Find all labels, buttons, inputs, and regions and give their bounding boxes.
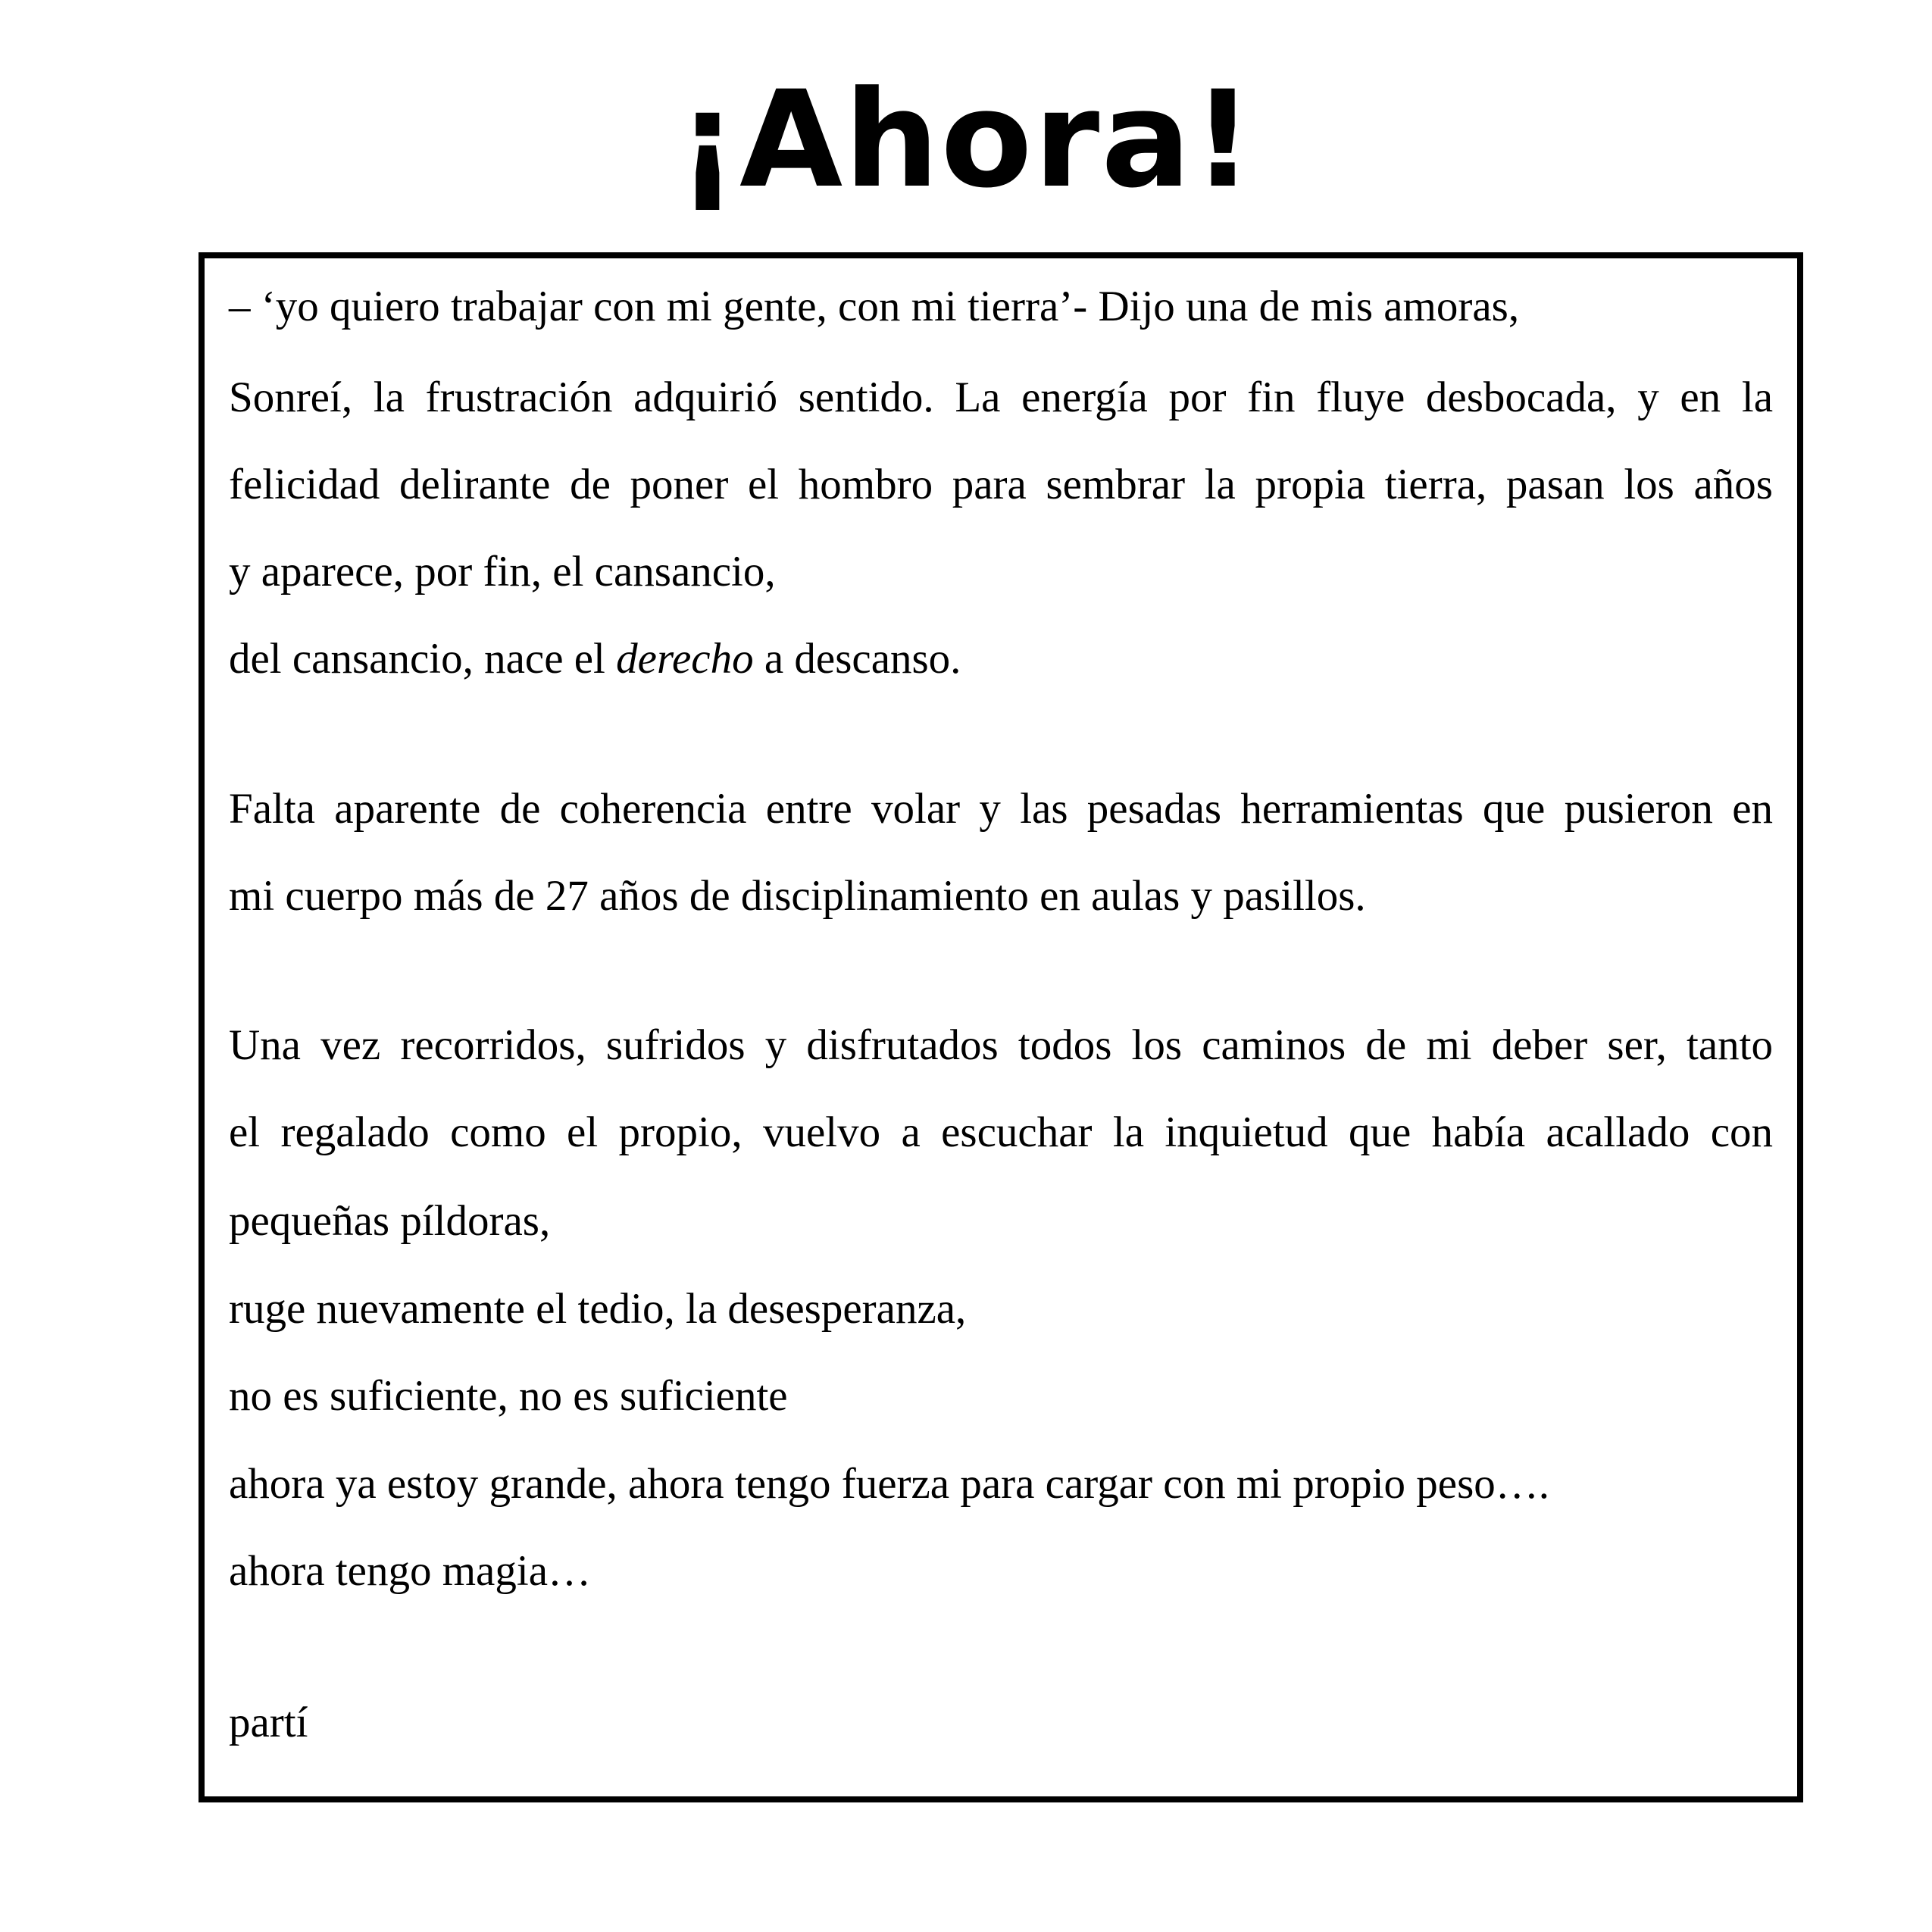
text-line: Falta aparente de coherencia entre volar y las pesadas herramientas que pusieron en [229,785,1773,833]
text-line: ahora tengo magia… [229,1547,591,1595]
text-line: mi cuerpo más de 27 años de disciplinamiento en aulas y pasillos. [229,872,1366,920]
text-segment: del cansancio, nace el [229,635,617,683]
text-line: felicidad delirante de poner el hombro para sembrar la propia tierra, pasan los años [229,461,1773,508]
closing-line: partí [229,1699,308,1746]
text-line [229,633,1773,686]
text-segment: a descanso. [753,635,961,683]
text-line: no es suficiente, no es suficiente [229,1372,788,1420]
page-title: ¡Ahora! [677,62,1255,217]
text-line: Una vez recorridos, sufridos y disfrutados todos los caminos de mi deber ser, tanto [229,1021,1773,1069]
text-line: ahora ya estoy grande, ahora tengo fuerza para cargar con mi propio peso…. [229,1460,1550,1508]
text-line: pequeñas píldoras, [229,1197,551,1245]
text-line: el regalado como el propio, vuelvo a escuchar la inquietud que había acallado con [229,1108,1773,1156]
text-line: Sonreí, la frustración adquirió sentido. La energía por fin fluye desbocada, y en la [229,374,1773,421]
emphasized-word: derecho [616,635,754,683]
text-line: – ‘yo quiero trabajar con mi gente, con mi tierra’- Dijo una de mis amoras, [229,283,1520,330]
text-line: y aparece, por fin, el cansancio, [229,548,776,596]
text-line: ruge nuevamente el tedio, la desesperanza, [229,1285,967,1333]
